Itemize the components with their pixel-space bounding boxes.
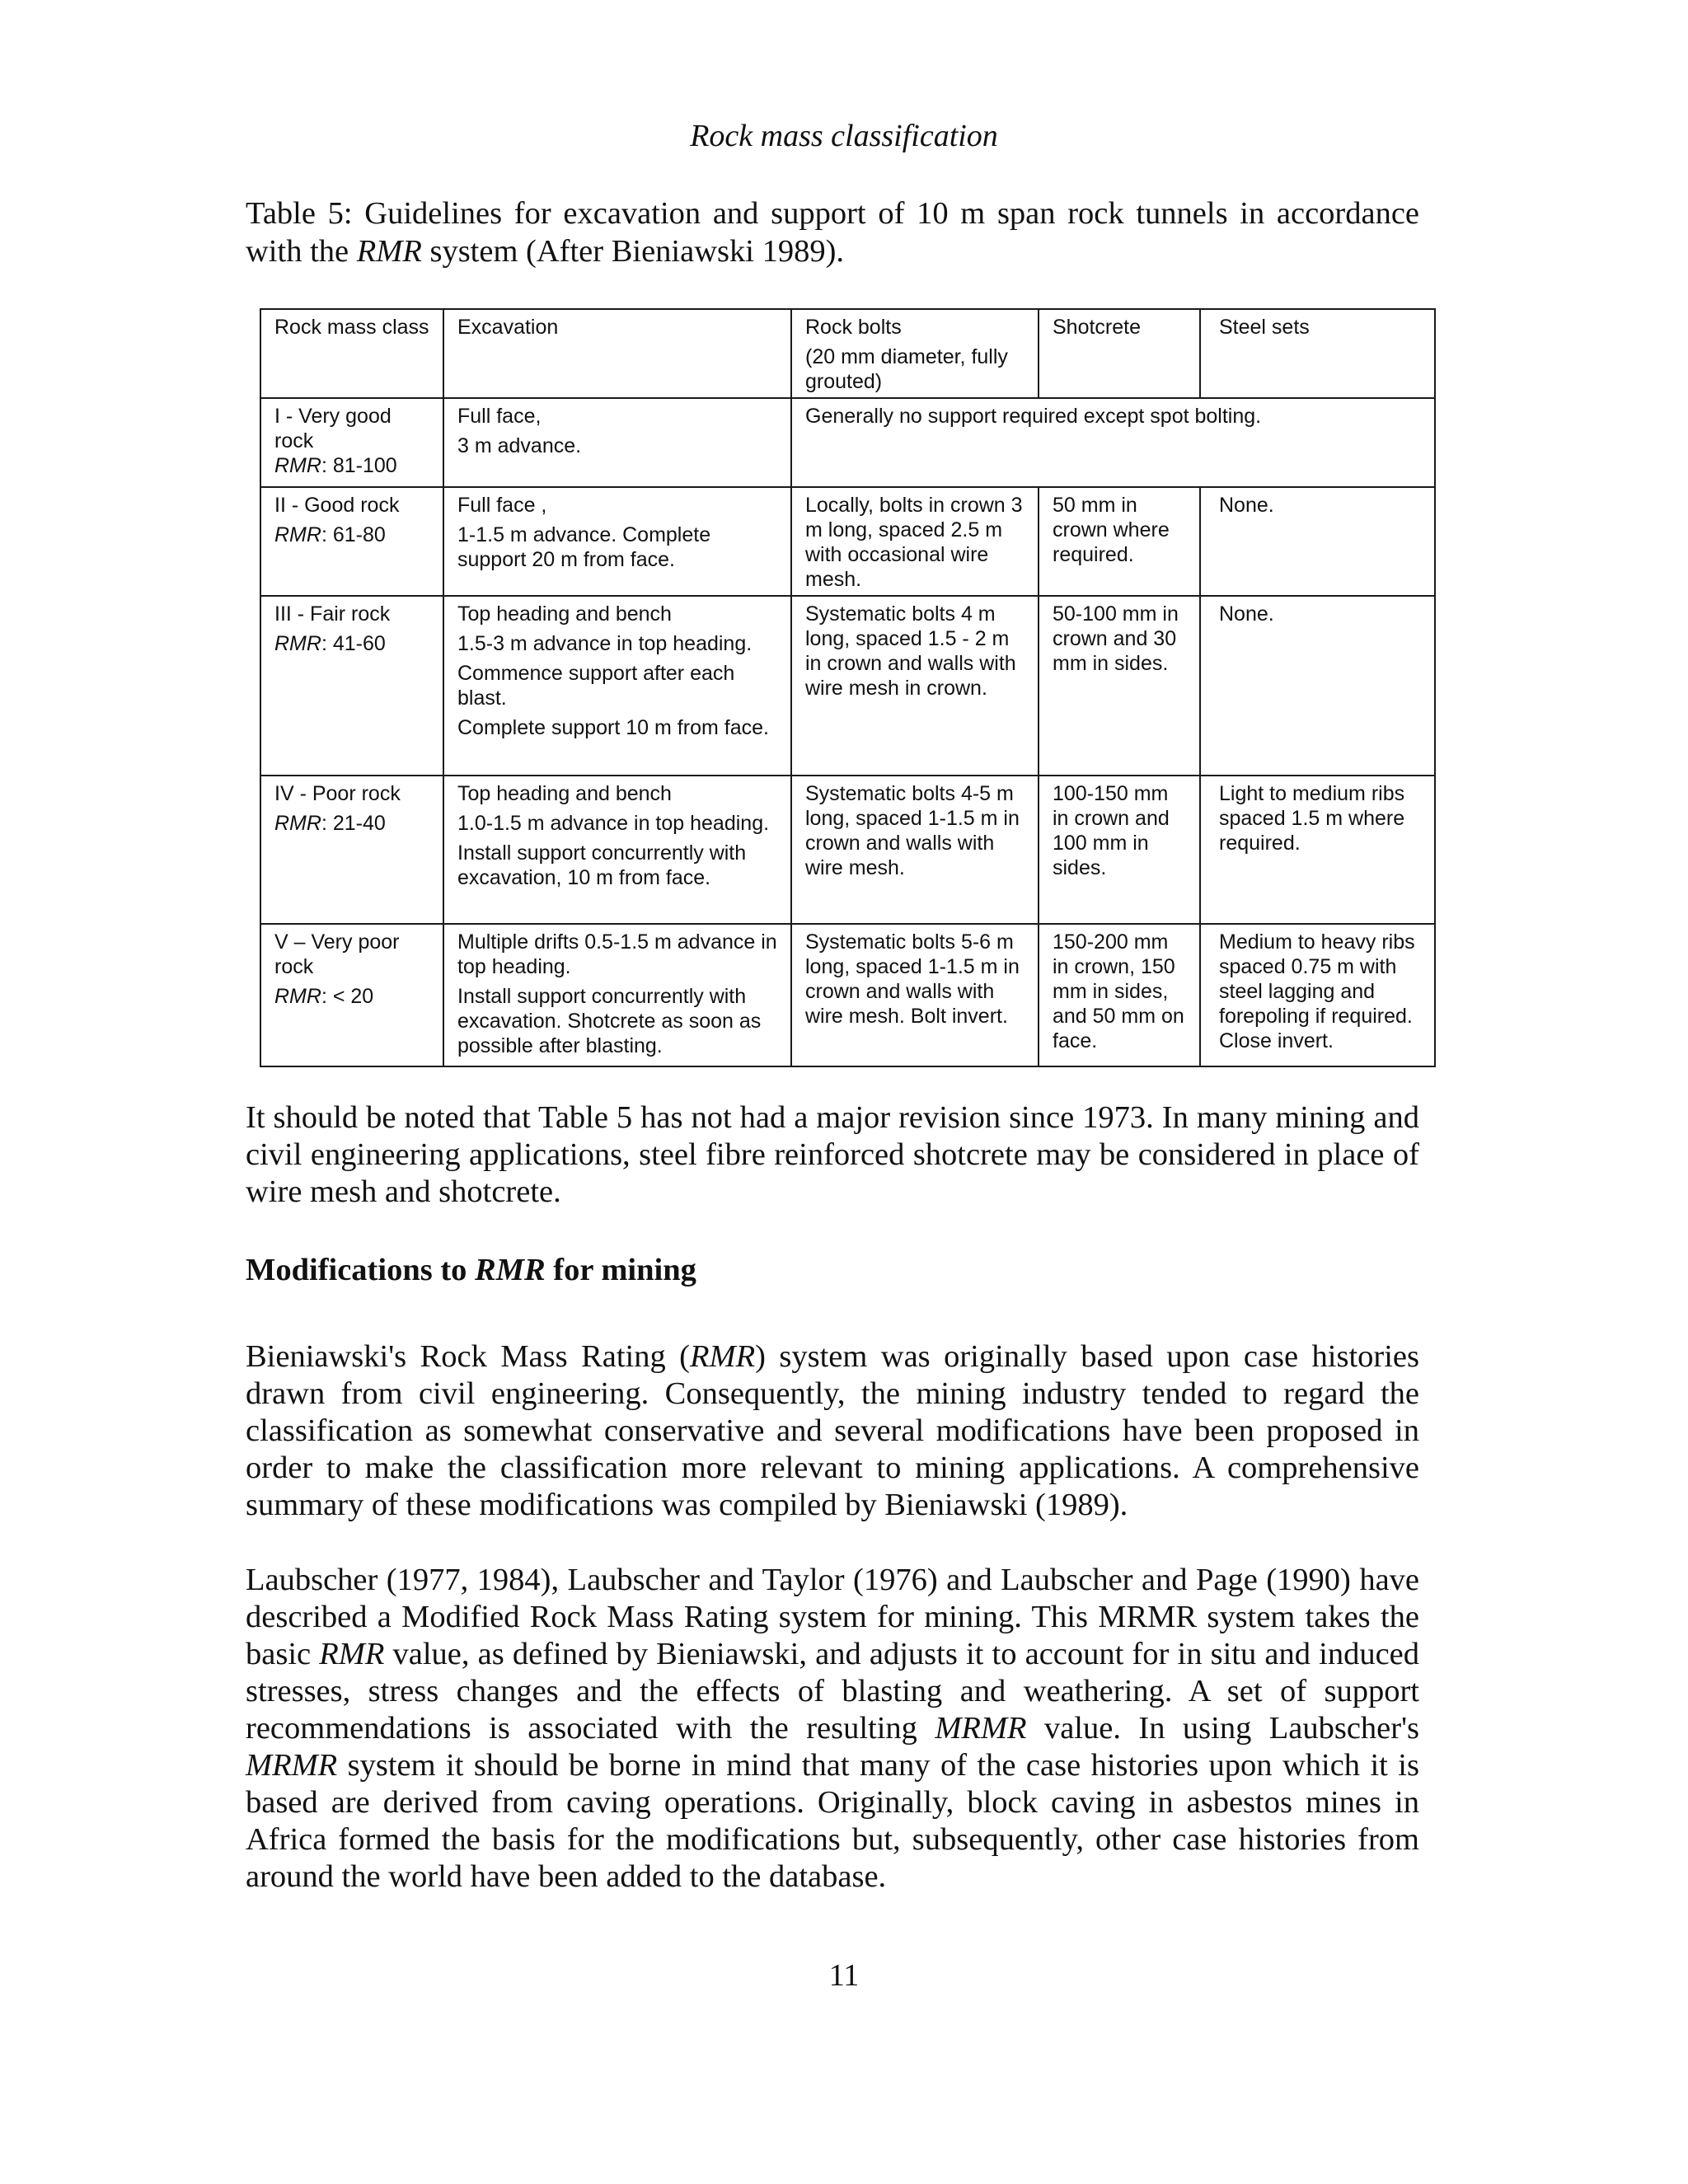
shotcrete-cell: 50 mm in crown where required. bbox=[1039, 487, 1200, 596]
text-span: ) system was originally based upon case histories drawn from civil engineering. Consequently, the mining industry tended to regard the classification as somewhat conservative and several modifications have been proposed in order to make the classification more relevant to mining applications. A comprehensive summary of these modifications was compiled by Bieniawski (1989). bbox=[246, 1339, 1419, 1522]
excavation-line: Install support concurrently with excavation, 10 m from face. bbox=[457, 841, 747, 889]
caption-rmr: RMR bbox=[356, 234, 422, 269]
italic-term: MRMR bbox=[935, 1711, 1027, 1746]
table-caption bbox=[246, 194, 1419, 270]
rock-class-name: III - Fair rock bbox=[274, 602, 391, 626]
italic-term: MRMR bbox=[246, 1748, 338, 1783]
paragraph-table-note: It should be noted that Table 5 has not had a major revision since 1973. In many mining and civil engineering applications, steel fibre reinforced shotcrete may be considered in place of wire mesh and shotcrete. bbox=[246, 1100, 1419, 1209]
heading-rmr: RMR bbox=[475, 1253, 546, 1287]
paragraph-laubscher bbox=[246, 1562, 1419, 1896]
rock-class-cell bbox=[260, 924, 443, 1066]
excavation-cell bbox=[443, 487, 791, 596]
steel-sets-cell: None. bbox=[1200, 487, 1435, 596]
support-guidelines-table bbox=[260, 308, 1436, 1067]
excavation-line: Full face, bbox=[457, 405, 542, 428]
running-head: Rock mass classification bbox=[690, 119, 998, 153]
rmr-label: RMR bbox=[274, 454, 321, 477]
rmr-value: : 21-40 bbox=[321, 812, 386, 835]
table-row bbox=[260, 398, 1435, 487]
header-rock-mass-class: Rock mass class bbox=[260, 309, 443, 398]
shotcrete-cell: 100-150 mm in crown and 100 mm in sides. bbox=[1039, 776, 1200, 924]
text-span: Bieniawski's Rock Mass Rating ( bbox=[246, 1339, 690, 1374]
rock-bolts-cell: Systematic bolts 5-6 m long, spaced 1-1.5 m in crown and walls with wire mesh. Bolt invert. bbox=[791, 924, 1039, 1066]
excavation-line: Top heading and bench bbox=[457, 602, 672, 626]
italic-term: RMR bbox=[690, 1339, 756, 1374]
rock-class-name: II - Good rock bbox=[274, 494, 400, 517]
text-span: value. In using Laubscher's bbox=[1026, 1711, 1419, 1746]
rock-class-name: IV - Poor rock bbox=[274, 782, 401, 805]
paragraph-bieniawski bbox=[246, 1338, 1419, 1524]
excavation-line: Multiple drifts 0.5-1.5 m advance in top heading. bbox=[457, 930, 777, 978]
excavation-line: Full face , bbox=[457, 494, 547, 517]
header-shotcrete: Shotcrete bbox=[1039, 309, 1200, 398]
italic-term: RMR bbox=[319, 1637, 385, 1671]
caption-text: Table 5: Guidelines for excavation and support of 10 m span rock tunnels in accordance with the bbox=[246, 196, 1419, 269]
header-rock-bolts-note: (20 mm diameter, fully grouted) bbox=[805, 345, 1008, 393]
excavation-line: Install support concurrently with excavation. Shotcrete as soon as possible after blasting. bbox=[457, 985, 762, 1057]
table-row bbox=[260, 487, 1435, 596]
table-row bbox=[260, 596, 1435, 776]
excavation-cell bbox=[443, 596, 791, 776]
excavation-line: Top heading and bench bbox=[457, 782, 672, 805]
rock-class-cell bbox=[260, 776, 443, 924]
excavation-line: Complete support 10 m from face. bbox=[457, 716, 769, 739]
caption-text-end: system (After Bieniawski 1989). bbox=[421, 234, 845, 269]
heading-text-end: for mining bbox=[545, 1253, 696, 1287]
header-excavation: Excavation bbox=[443, 309, 791, 398]
steel-sets-cell: Light to medium ribs spaced 1.5 m where required. bbox=[1200, 776, 1435, 924]
rock-class-name: I - Very good rock bbox=[274, 405, 392, 452]
support-combined-cell: Generally no support required except spot bolting. bbox=[791, 398, 1435, 487]
shotcrete-cell: 150-200 mm in crown, 150 mm in sides, and 50 mm on face. bbox=[1039, 924, 1200, 1066]
rmr-label: RMR bbox=[274, 632, 321, 655]
rmr-range bbox=[274, 631, 431, 656]
rock-bolts-cell: Systematic bolts 4-5 m long, spaced 1-1.5 m in crown and walls with wire mesh. bbox=[791, 776, 1039, 924]
excavation-line: 1.0-1.5 m advance in top heading. bbox=[457, 812, 770, 835]
text-span: Laubscher (1977, 1984), Laubscher and Taylor (1976) and Laubscher and Page (1990) have described a Modified Rock Mass Rating system for mining. This MRMR system takes the basic bbox=[246, 1563, 1419, 1671]
excavation-line: 1-1.5 m advance. Complete support 20 m from face. bbox=[457, 523, 711, 571]
rmr-value: : 61-80 bbox=[321, 523, 386, 546]
table-row bbox=[260, 924, 1435, 1066]
page-number: 11 bbox=[828, 1958, 860, 1993]
steel-sets-cell: Medium to heavy ribs spaced 0.75 m with steel lagging and forepoling if required. Close invert. bbox=[1200, 924, 1435, 1066]
rmr-label: RMR bbox=[274, 523, 321, 546]
rock-class-cell bbox=[260, 487, 443, 596]
rmr-value: : 41-60 bbox=[321, 632, 386, 655]
rmr-range bbox=[274, 984, 431, 1009]
excavation-line: 1.5-3 m advance in top heading. bbox=[457, 632, 753, 655]
excavation-line: 3 m advance. bbox=[457, 434, 582, 457]
header-steel-sets: Steel sets bbox=[1200, 309, 1435, 398]
rock-class-name: V – Very poor rock bbox=[274, 930, 400, 978]
rmr-range bbox=[274, 523, 431, 547]
rock-bolts-cell: Locally, bolts in crown 3 m long, spaced 2.5 m with occasional wire mesh. bbox=[791, 487, 1039, 596]
text-span: value, as defined by Bieniawski, and adjusts it to account for in situ and induced stresses, stress changes and the effects of blasting and weathering. A set of support recommendations is associated with the resulting bbox=[246, 1637, 1419, 1746]
heading-text: Modifications to bbox=[246, 1253, 476, 1287]
rock-class-cell bbox=[260, 398, 443, 487]
excavation-cell bbox=[443, 398, 791, 487]
table-header-row bbox=[260, 309, 1435, 398]
rock-class-cell bbox=[260, 596, 443, 776]
header-rock-bolts: Rock bolts bbox=[805, 316, 902, 339]
header-rock-bolts-cell bbox=[791, 309, 1039, 398]
rmr-value: : 81-100 bbox=[321, 454, 397, 477]
rmr-value: : < 20 bbox=[321, 985, 374, 1008]
excavation-cell bbox=[443, 776, 791, 924]
rmr-label: RMR bbox=[274, 985, 321, 1008]
rmr-range bbox=[274, 811, 431, 836]
excavation-cell bbox=[443, 924, 791, 1066]
rock-bolts-cell: Systematic bolts 4 m long, spaced 1.5 - 2 m in crown and walls with wire mesh in crown. bbox=[791, 596, 1039, 776]
text-span: system it should be borne in mind that many of the case histories upon which it is based are derived from caving operations. Originally, block caving in asbestos mines in Africa formed the basis for the modifications but, subsequently, other case histories from around the world have been added to the database. bbox=[246, 1748, 1419, 1894]
section-heading bbox=[246, 1251, 1419, 1289]
excavation-line: Commence support after each blast. bbox=[457, 662, 735, 710]
steel-sets-cell: None. bbox=[1200, 596, 1435, 776]
table-row bbox=[260, 776, 1435, 924]
rmr-label: RMR bbox=[274, 812, 321, 835]
shotcrete-cell: 50-100 mm in crown and 30 mm in sides. bbox=[1039, 596, 1200, 776]
rmr-range bbox=[274, 453, 431, 478]
